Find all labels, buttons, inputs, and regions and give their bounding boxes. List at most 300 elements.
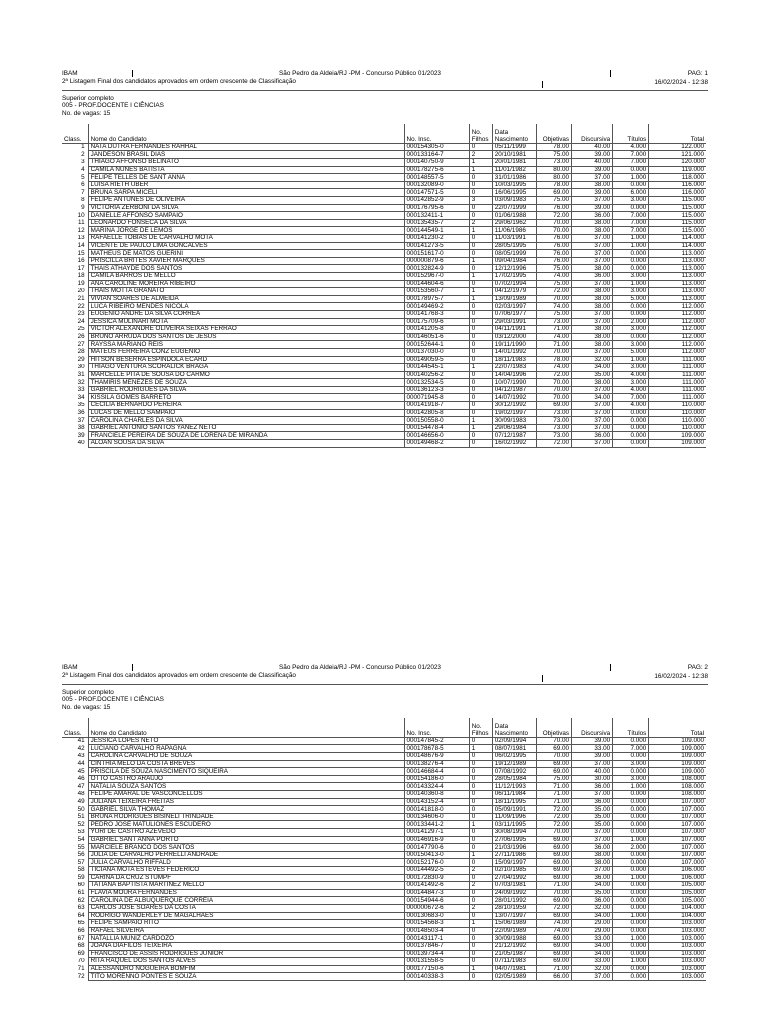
- col-filhos: 0: [469, 303, 492, 311]
- table-row: [62, 272, 706, 280]
- col-discursiva: 37.00: [572, 973, 613, 981]
- col-objetivas-header: Objetivas: [536, 718, 571, 738]
- col-class: 36: [77, 409, 85, 416]
- col-name: NATA DUTRA FERNANDES RAHHAL: [88, 143, 404, 151]
- col-nascimento: 04/07/1981: [492, 965, 536, 973]
- col-insc: 000147790-6: [404, 844, 469, 852]
- col-filhos: 0: [469, 386, 492, 394]
- col-filhos: 0: [469, 760, 492, 768]
- col-insc: 000000879-6: [404, 257, 469, 265]
- col-titulos: 7.000: [613, 745, 649, 753]
- col-discursiva: 37.00: [572, 250, 613, 258]
- col-name: LUCAS DE MELLO SAMPAIO: [88, 409, 404, 417]
- col-insc: 000139734-4: [404, 950, 469, 958]
- col-titulos: 5.000: [613, 348, 649, 356]
- col-insc: 000134606-0: [404, 813, 469, 821]
- col-objetivas: 72.00: [536, 440, 571, 448]
- col-class: 14: [77, 242, 85, 249]
- col-insc: 000140750-9: [404, 159, 469, 167]
- col-discursiva: 38.00: [572, 265, 613, 273]
- col-discursiva: 37.00: [572, 386, 613, 394]
- col-titulos: 0.000: [613, 889, 649, 897]
- col-nascimento: 10/07/1990: [492, 379, 536, 387]
- col-class: 27: [77, 340, 85, 348]
- col-insc: 000176795-6: [404, 204, 469, 212]
- table-row: [62, 265, 706, 273]
- col-insc: 000154478-4: [404, 424, 469, 432]
- col-total-header: Total: [649, 718, 706, 738]
- col-titulos: 0.000: [613, 897, 649, 905]
- col-filhos: 1: [469, 745, 492, 753]
- col-discursiva: 38.00: [572, 859, 613, 867]
- table-row: [62, 889, 706, 897]
- col-objetivas: 70.00: [536, 394, 571, 402]
- col-name: VICENTE DE PAULO LIMA GONCALVES: [88, 242, 404, 250]
- col-total: 107.000: [649, 829, 706, 837]
- col-filhos: 0: [469, 333, 492, 341]
- col-objetivas: 70.00: [536, 219, 571, 227]
- col-titulos: 7.000: [613, 151, 649, 159]
- col-discursiva: 38.00: [572, 288, 613, 296]
- col-class: 19: [77, 280, 85, 287]
- col-name: FRANCIELE PEREIRA DE SOUZA DE LORENA DE MIRANDA: [88, 432, 404, 440]
- col-discursiva: 37.00: [572, 310, 613, 318]
- col-objetivas: 69.00: [536, 844, 571, 852]
- col-filhos: 1: [469, 920, 492, 928]
- table-row: [62, 775, 706, 783]
- col-titulos: 0.000: [613, 791, 649, 799]
- table-row: [62, 174, 706, 182]
- col-insc: 000178975-7: [404, 295, 469, 303]
- col-total: 110.000: [649, 417, 706, 425]
- col-nascimento: 30/09/1983: [492, 417, 536, 425]
- col-nascimento: 07/08/1992: [492, 768, 536, 776]
- table-row: [62, 935, 706, 943]
- table-row: [62, 440, 706, 448]
- col-filhos: 0: [469, 791, 492, 799]
- col-class: 45: [77, 767, 85, 775]
- col-total: 113.000: [649, 288, 706, 296]
- col-insc: 000137030-0: [404, 348, 469, 356]
- table-row: [62, 227, 706, 235]
- col-insc: 000143324-4: [404, 783, 469, 791]
- col-filhos: 0: [469, 973, 492, 981]
- col-total: 113.000: [649, 250, 706, 258]
- col-total: 114.000: [649, 235, 706, 243]
- col-filhos: 1: [469, 295, 492, 303]
- col-discursiva: 37.00: [572, 280, 613, 288]
- col-filhos: 0: [469, 935, 492, 943]
- col-total: 112.000: [649, 341, 706, 349]
- col-titulos: 7.000: [613, 219, 649, 227]
- table-body: [62, 143, 706, 447]
- table-row: [62, 409, 706, 417]
- col-name: MATEUS FERREIRA CONZ EUGENIO: [88, 348, 404, 356]
- col-name: CECILIA BERNARDO PEREIRA: [88, 402, 404, 410]
- col-total: 104.000: [649, 912, 706, 920]
- section-info: [62, 689, 708, 711]
- vacancies-count: No. de vagas: 15: [62, 109, 111, 117]
- col-filhos: 0: [469, 181, 492, 189]
- col-filhos: 1: [469, 227, 492, 235]
- col-discursiva: 34.00: [572, 942, 613, 950]
- table-row: [62, 791, 706, 799]
- vacancies-count: No. de vagas: 15: [62, 703, 111, 711]
- col-titulos: 7.000: [613, 159, 649, 167]
- col-nascimento: 03/11/1995: [492, 821, 536, 829]
- col-objetivas: 75.00: [536, 151, 571, 159]
- col-titulos: 2.000: [613, 318, 649, 326]
- col-objetivas: 70.00: [536, 295, 571, 303]
- col-objetivas: 69.00: [536, 912, 571, 920]
- col-insc: 000141492-6: [404, 882, 469, 890]
- col-insc: 000148557-5: [404, 174, 469, 182]
- col-nascimento: 07/06/1977: [492, 310, 536, 318]
- col-objetivas: 69.00: [536, 760, 571, 768]
- col-titulos: 0.000: [613, 753, 649, 761]
- col-class: 60: [77, 881, 85, 889]
- col-nascimento: 04/12/1987: [492, 386, 536, 394]
- col-discursiva: 37.00: [572, 791, 613, 799]
- col-insc: 000150558-0: [404, 417, 469, 425]
- col-objetivas: 72.00: [536, 806, 571, 814]
- col-discursiva: 37.00: [572, 257, 613, 265]
- col-name: PRISCILLA BRITES XAVIER MARQUES: [88, 257, 404, 265]
- col-total: 112.000: [649, 333, 706, 341]
- col-objetivas: 70.00: [536, 753, 571, 761]
- col-filhos: 1: [469, 965, 492, 973]
- table-row: [62, 242, 706, 250]
- col-discursiva: 39.00: [572, 151, 613, 159]
- col-insc: 000138276-4: [404, 760, 469, 768]
- col-total: 109.000: [649, 737, 706, 745]
- col-nascimento: 11/06/1986: [492, 227, 536, 235]
- col-total: 105.000: [649, 882, 706, 890]
- table-row: [62, 204, 706, 212]
- col-nascimento: 27/11/1986: [492, 851, 536, 859]
- col-objetivas: 72.00: [536, 821, 571, 829]
- col-insc: 000149469-2: [404, 303, 469, 311]
- col-filhos: 0: [469, 280, 492, 288]
- col-nascimento: 11/12/1993: [492, 783, 536, 791]
- col-titulos: 4.000: [613, 402, 649, 410]
- col-nascimento: 04/12/1979: [492, 288, 536, 296]
- col-titulos: 1.000: [613, 783, 649, 791]
- table-row: [62, 882, 706, 890]
- col-filhos: 1: [469, 288, 492, 296]
- col-titulos: 1.000: [613, 242, 649, 250]
- col-class: 41: [77, 737, 85, 745]
- col-total: 111.000: [649, 394, 706, 402]
- col-name: NATALLIA MUNIZ CARDOZO: [88, 935, 404, 943]
- col-filhos: 0: [469, 318, 492, 326]
- col-name: RAFAELLE TOBIAS DE CARVALHO MOTA: [88, 235, 404, 243]
- col-nascimento: 29/03/1991: [492, 318, 536, 326]
- col-nascimento: 18/11/1983: [492, 356, 536, 364]
- col-class: 39: [77, 431, 85, 439]
- col-filhos: 0: [469, 341, 492, 349]
- col-objetivas: 69.00: [536, 402, 571, 410]
- col-titulos: 0.000: [613, 927, 649, 935]
- col-nascimento-header: Data Nascimento: [492, 124, 536, 144]
- col-class: 24: [77, 318, 85, 325]
- col-class: 26: [77, 333, 85, 341]
- col-discursiva: 38.00: [572, 341, 613, 349]
- col-total: 115.000: [649, 204, 706, 212]
- col-objetivas: 69.00: [536, 851, 571, 859]
- col-class: 69: [77, 950, 85, 957]
- col-class: 49: [77, 798, 85, 805]
- col-name: FLAVIA MOURA FERNANDES: [88, 889, 404, 897]
- col-class: 43: [77, 752, 85, 760]
- col-insc: 000148676-9: [404, 753, 469, 761]
- col-class: 51: [77, 813, 85, 821]
- col-objetivas: 74.00: [536, 920, 571, 928]
- col-total: 111.000: [649, 371, 706, 379]
- table-row: [62, 806, 706, 814]
- col-titulos: 5.000: [613, 295, 649, 303]
- col-insc: 000000672-6: [404, 904, 469, 912]
- col-filhos: 1: [469, 159, 492, 167]
- col-class: 2: [81, 150, 85, 158]
- table-row: [62, 745, 706, 753]
- col-insc: 000151617-0: [404, 250, 469, 258]
- col-name: BRUNA RODRIGUES BISINELI TRINDADE: [88, 813, 404, 821]
- col-titulos: 0.000: [613, 250, 649, 258]
- col-name: JOANA DIAFILOS TEIXEIRA: [88, 942, 404, 950]
- table-row: [62, 364, 706, 372]
- table-row: [62, 235, 706, 243]
- col-nascimento: 30/12/1992: [492, 402, 536, 410]
- table-row: [62, 851, 706, 859]
- col-titulos: 0.000: [613, 409, 649, 417]
- col-titulos: 1.000: [613, 912, 649, 920]
- table-body: [62, 737, 706, 980]
- col-filhos: 2: [469, 904, 492, 912]
- col-filhos: 0: [469, 371, 492, 379]
- col-discursiva: 35.00: [572, 813, 613, 821]
- col-class: 17: [77, 264, 85, 272]
- col-name: LEONARDO FONSECA DA SILVA: [88, 219, 404, 227]
- col-class: 28: [77, 348, 85, 356]
- table-row: [62, 303, 706, 311]
- col-filhos: 0: [469, 265, 492, 273]
- col-discursiva: 35.00: [572, 806, 613, 814]
- table-row: [62, 197, 706, 205]
- col-titulos: 3.000: [613, 341, 649, 349]
- col-filhos: 0: [469, 235, 492, 243]
- col-discursiva: 36.00: [572, 844, 613, 852]
- col-insc: 000143117-1: [404, 935, 469, 943]
- col-objetivas: 76.00: [536, 235, 571, 243]
- col-discursiva: 37.00: [572, 440, 613, 448]
- col-nascimento: 21/05/1987: [492, 950, 536, 958]
- table-row: [62, 829, 706, 837]
- col-objetivas: 69.00: [536, 874, 571, 882]
- col-discursiva-header: Discursiva: [572, 124, 613, 144]
- col-insc: 000132089-0: [404, 181, 469, 189]
- col-filhos: 1: [469, 417, 492, 425]
- col-titulos: 1.000: [613, 356, 649, 364]
- col-filhos: 2: [469, 882, 492, 890]
- col-nascimento: 05/09/1991: [492, 806, 536, 814]
- table-row: [62, 166, 706, 174]
- table-row: [62, 417, 706, 425]
- col-titulos: 0.000: [613, 310, 649, 318]
- col-total: 113.000: [649, 272, 706, 280]
- col-total: 113.000: [649, 257, 706, 265]
- col-class: 10: [77, 211, 85, 219]
- page-number: PAG: 2: [687, 664, 708, 671]
- col-objetivas: 70.00: [536, 379, 571, 387]
- col-nascimento: 10/03/1995: [492, 181, 536, 189]
- col-class: 65: [77, 919, 85, 927]
- col-objetivas: 69.00: [536, 897, 571, 905]
- col-discursiva: 36.00: [572, 897, 613, 905]
- col-total: 110.000: [649, 409, 706, 417]
- col-nascimento: 15/06/1989: [492, 920, 536, 928]
- col-filhos: 0: [469, 143, 492, 151]
- col-name: THAIS ATHAYDE DOS SANTOS: [88, 265, 404, 273]
- col-objetivas: 71.00: [536, 882, 571, 890]
- table-row: [62, 920, 706, 928]
- col-discursiva: 33.00: [572, 935, 613, 943]
- col-filhos: 0: [469, 432, 492, 440]
- col-objetivas: 74.00: [536, 303, 571, 311]
- table-row: [62, 379, 706, 387]
- col-total: 120.000: [649, 159, 706, 167]
- col-name: VICTOR ALEXANDRE OLIVEIRA SEIXAS FERRAO: [88, 326, 404, 334]
- col-class: 48: [77, 790, 85, 798]
- col-discursiva: 32.00: [572, 965, 613, 973]
- col-nascimento: 28/05/1995: [492, 242, 536, 250]
- col-class: 38: [77, 424, 85, 432]
- col-total: 115.000: [649, 197, 706, 205]
- col-titulos: 0.000: [613, 821, 649, 829]
- col-filhos: 0: [469, 250, 492, 258]
- col-nascimento: 02/03/1997: [492, 303, 536, 311]
- col-insc: 000144604-6: [404, 280, 469, 288]
- col-discursiva: 33.00: [572, 958, 613, 966]
- col-discursiva: 36.00: [572, 874, 613, 882]
- col-name: CINTHIA MELO DA COSTA BREVES: [88, 760, 404, 768]
- col-class: 53: [77, 828, 85, 836]
- col-nascimento: 18/11/1995: [492, 798, 536, 806]
- col-filhos: 0: [469, 440, 492, 448]
- col-class: 18: [77, 272, 85, 280]
- col-discursiva: 37.00: [572, 417, 613, 425]
- col-nascimento: 30/09/1988: [492, 935, 536, 943]
- col-filhos: 0: [469, 829, 492, 837]
- col-insc: 000140256-2: [404, 371, 469, 379]
- col-name: MARINA JORGE DE LEMOS: [88, 227, 404, 235]
- col-nascimento: 29/06/1984: [492, 424, 536, 432]
- col-insc: 000148503-4: [404, 927, 469, 935]
- col-objetivas: 78.00: [536, 356, 571, 364]
- col-discursiva: 34.00: [572, 950, 613, 958]
- col-nascimento: 01/06/1988: [492, 212, 536, 220]
- report-page-1: [62, 70, 708, 448]
- col-filhos: 0: [469, 783, 492, 791]
- col-total: 111.000: [649, 386, 706, 394]
- col-discursiva: 36.00: [572, 798, 613, 806]
- col-class: 58: [77, 866, 85, 874]
- col-titulos: 4.000: [613, 386, 649, 394]
- col-name: GABRIEL SANT ANNA PORTO: [88, 836, 404, 844]
- col-discursiva: 37.00: [572, 402, 613, 410]
- col-class: 37: [77, 416, 85, 424]
- page-header: [62, 664, 708, 685]
- col-titulos: 0.000: [613, 303, 649, 311]
- col-total: 111.000: [649, 356, 706, 364]
- col-titulos: 0.000: [613, 768, 649, 776]
- col-total: 108.000: [649, 791, 706, 799]
- col-discursiva: 39.00: [572, 189, 613, 197]
- table-header-row: [62, 718, 706, 738]
- col-discursiva: 38.00: [572, 219, 613, 227]
- col-titulos-header: Títulos: [613, 124, 649, 144]
- col-name: JULIA DE CARVALHO PERRELLI ANDRADE: [88, 851, 404, 859]
- col-titulos: 3.000: [613, 272, 649, 280]
- col-filhos: 0: [469, 806, 492, 814]
- col-filhos: 0: [469, 844, 492, 852]
- col-total: 112.000: [649, 318, 706, 326]
- col-nascimento: 24/09/1992: [492, 889, 536, 897]
- col-nascimento: 29/06/1962: [492, 219, 536, 227]
- col-insc: 000152967-0: [404, 272, 469, 280]
- col-name: NATALIA SOUZA SANTOS: [88, 783, 404, 791]
- col-name: GABRIEL ANTONIO SANTOS YANEZ NETO: [88, 424, 404, 432]
- col-filhos: 1: [469, 272, 492, 280]
- col-insc: 000142805-8: [404, 409, 469, 417]
- col-total: 110.000: [649, 402, 706, 410]
- table-row: [62, 950, 706, 958]
- col-total: 107.000: [649, 813, 706, 821]
- col-discursiva: 37.00: [572, 424, 613, 432]
- col-class: 23: [77, 310, 85, 318]
- col-name: THIAGO AFFONSO BELINATO: [88, 159, 404, 167]
- col-class: 8: [81, 196, 85, 204]
- col-objetivas: 73.00: [536, 159, 571, 167]
- col-objetivas: 73.00: [536, 432, 571, 440]
- col-titulos: 3.000: [613, 197, 649, 205]
- col-name: RAFAEL SILVEIRA: [88, 927, 404, 935]
- col-total: 103.000: [649, 958, 706, 966]
- col-filhos: 0: [469, 242, 492, 250]
- col-discursiva: 37.00: [572, 174, 613, 182]
- col-total: 105.000: [649, 889, 706, 897]
- col-titulos: 3.000: [613, 288, 649, 296]
- col-total: 108.000: [649, 775, 706, 783]
- col-filhos: 0: [469, 356, 492, 364]
- col-objetivas: 69.00: [536, 942, 571, 950]
- col-insc: 000175709-6: [404, 318, 469, 326]
- report-page-2: [62, 664, 708, 981]
- col-objetivas: 75.00: [536, 775, 571, 783]
- col-nascimento: 28/05/1984: [492, 775, 536, 783]
- col-titulos: 0.000: [613, 265, 649, 273]
- table-row: [62, 783, 706, 791]
- col-total: 106.000: [649, 866, 706, 874]
- col-discursiva: 34.00: [572, 394, 613, 402]
- col-name: JANDESON BRASIL DIAS: [88, 151, 404, 159]
- col-nascimento: 14/04/1996: [492, 371, 536, 379]
- col-name: BRUNO ARRUDA DOS SANTOS DE JESUS: [88, 333, 404, 341]
- col-titulos: 7.000: [613, 212, 649, 220]
- table-row: [62, 798, 706, 806]
- col-discursiva: 37.00: [572, 760, 613, 768]
- col-total: 113.000: [649, 265, 706, 273]
